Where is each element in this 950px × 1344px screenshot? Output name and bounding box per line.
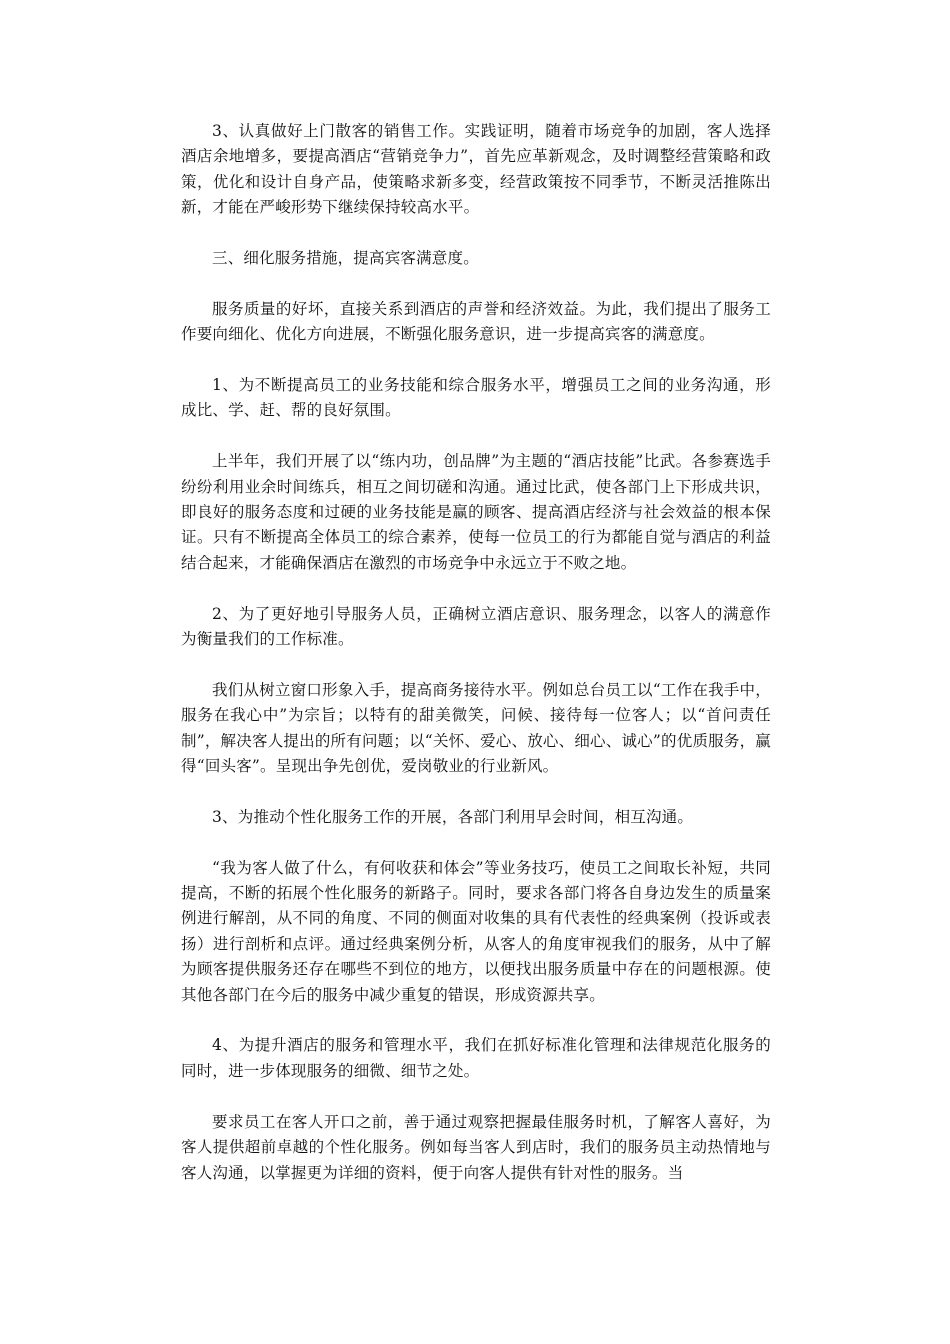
paragraph-item-1: 1、为不断提高员工的业务技能和综合服务水平，增强员工之间的业务沟通，形成比、学、赶、帮的良好氛围。 <box>181 376 771 420</box>
section-heading-service-measures: 三、细化服务措施，提高宾客满意度。 <box>212 249 479 268</box>
paragraph-item-4: 4、为提升酒店的服务和管理水平，我们在抓好标准化管理和法律规范化服务的同时，进一步体现服务的细微、细节之处。 <box>181 1036 771 1080</box>
paragraph-case-analysis: “我为客人做了什么，有何收获和体会”等业务技巧，使员工之间取长补短，共同提高，不断的拓展个性化服务的新路子。同时，要求各部门将各自身边发生的质量案例进行解剖，从不同的角度、不同的侧面对收集的具有代表性的经典案例（投诉或表扬）进行剖析和点评。通过经典案例分析，从客人的角度审视我们的服务，从中了解为顾客提供服务还存在哪些不到位的地方，以便找出服务质量中存在的问题根源。使其他各部门在今后的服务中减少重复的错误，形成资源共享。 <box>181 858 771 1004</box>
paragraph-window-image: 我们从树立窗口形象入手，提高商务接待水平。例如总台员工以“工作在我手中，服务在我心中”为宗旨；以特有的甜美微笑，问候、接待每一位客人；以“首问责任制”，解决客人提出的所有问题；以“关怀、爱心、放心、细心、诚心”的优质服务，赢得“回头客”。呈现出争先创优，爱岗敬业的行业新风。 <box>181 680 771 776</box>
paragraph-personalized-service: 要求员工在客人开口之前，善于通过观察把握最佳服务时机，了解客人喜好，为客人提供超前卓越的个性化服务。例如每当客人到店时，我们的服务员主动热情地与客人沟通，以掌握更为详细的资料，便于向客人提供有针对性的服务。当 <box>181 1112 771 1182</box>
document-body <box>181 119 771 1211</box>
paragraph-item-2: 2、为了更好地引导服务人员，正确树立酒店意识、服务理念，以客人的满意作为衡量我们的工作标准。 <box>181 604 771 649</box>
paragraph-sales-work: 3、认真做好上门散客的销售工作。实践证明，随着市场竞争的加剧，客人选择酒店余地增多，要提高酒店“营销竞争力”，首先应革新观念，及时调整经营策略和政策，优化和设计自身产品，使策略求新多变，经营政策按不同季节，不断灵活推陈出新，才能在严峻形势下继续保持较高水平。 <box>181 122 771 217</box>
paragraph-service-quality: 服务质量的好坏，直接关系到酒店的声誉和经济效益。为此，我们提出了服务工作要向细化、优化方向进展，不断强化服务意识，进一步提高宾客的满意度。 <box>181 299 771 344</box>
paragraph-item-3: 3、为推动个性化服务工作的开展，各部门利用早会时间，相互沟通。 <box>212 807 694 826</box>
paragraph-skills-contest: 上半年，我们开展了以“练内功，创品牌”为主题的“酒店技能”比武。各参赛选手纷纷利用业余时间练兵，相互之间切磋和沟通。通过比武，使各部门上下形成共识，即良好的服务态度和过硬的业务技能是赢的顾客、提高酒店经济与社会效益的根本保证。只有不断提高全体员工的综合素养，使每一位员工的行为都能自觉与酒店的利益结合起来，才能确保酒店在激烈的市场竞争中永远立于不败之地。 <box>181 452 771 572</box>
